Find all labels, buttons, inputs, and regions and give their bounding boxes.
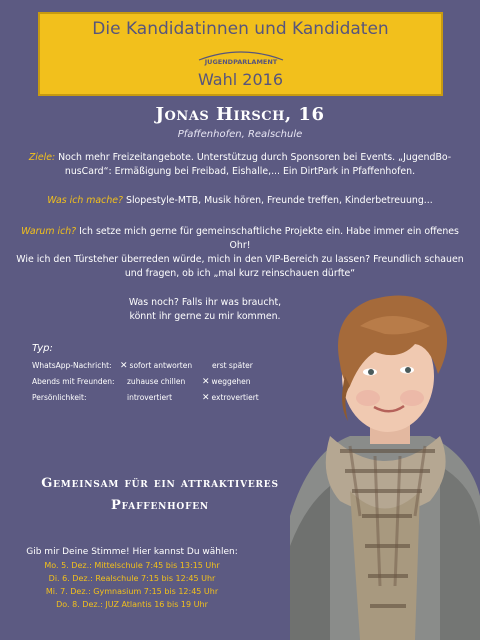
cross-mark-icon: ✕ [120, 361, 128, 371]
slogan-line-1: Gemeinsam für ein attraktiveres [41, 476, 279, 491]
vote-heading: Gib mir Deine Stimme! Hier kannst Du wählen: [26, 547, 238, 557]
typ-row-label: WhatsApp-Nachricht: [32, 361, 112, 370]
warum-section [14, 225, 466, 281]
was-noch-2: könnt ihr gerne zu mir kommen. [129, 311, 281, 322]
ziele-label: Ziele: [28, 152, 56, 163]
typ-option-1: zuhause chillen [127, 377, 186, 386]
vote-date: Di. 6. Dez.: Realschule 7:15 bis 12:45 Uhr [48, 574, 216, 583]
vote-date: Mo. 5. Dez.: Mittelschule 7:45 bis 13:15 Uhr [44, 561, 220, 570]
typ-option-2: ✕ weggehen [202, 377, 251, 387]
warum-text-1: Ich setze mich gerne für gemeinschaftliche Projekte ein. Habe immer ein offenes [79, 226, 459, 237]
typ-row-persoenlichkeit [32, 393, 292, 405]
vote-date: Mi. 7. Dez.: Gymnasium 7:15 bis 12:45 Uhr [45, 587, 219, 596]
ziele-text-1: Noch mehr Freizeitangebote. Unterstützug durch Sponsoren bei Events. „JugendBo- [58, 152, 452, 163]
was-noch-1: Was noch? Falls ihr was braucht, [128, 297, 282, 308]
vip-text-2: und fragen, ob ich „mal kurz reinschauen dürfte“ [124, 268, 356, 279]
header-title: Die Kandidatinnen und Kandidaten [92, 19, 389, 39]
candidate-name: Jonas Hirsch, 16 [155, 104, 325, 125]
vip-text-1: Wie ich den Türsteher überreden würde, mich in den VIP-Bereich zu lassen? Freundlich schauen [16, 254, 464, 265]
typ-row-label: Persönlichkeit: [32, 393, 87, 402]
typ-option-2: erst später [212, 361, 253, 370]
warum-label: Warum ich? [21, 226, 77, 237]
warum-text-2: Ohr! [229, 240, 251, 251]
typ-label: Typ: [32, 343, 53, 354]
logo-text: JUGENDPARLAMENT [204, 58, 277, 66]
was-text: Slopestyle-MTB, Musik hören, Freunde treffen, Kinderbetreuung... [126, 195, 433, 206]
typ-option-1: ✕ sofort antworten [120, 361, 193, 371]
typ-option-2: ✕ extrovertiert [202, 393, 259, 403]
candidate-photo [290, 286, 480, 640]
jugendparlament-logo [195, 46, 287, 68]
typ-row-label: Abends mit Freunden: [32, 377, 115, 386]
header-banner [38, 12, 443, 96]
typ-option-1: introvertiert [127, 393, 173, 402]
slogan-line-2: Pfaffenhofen [111, 498, 209, 513]
cross-mark-icon: ✕ [202, 377, 210, 387]
ziele-text-2: nusCard“: Ermäßigung bei Freibad, Eishalle,... Ein DirtPark in Pfaffenhofen. [64, 166, 416, 177]
ziele-section [14, 151, 466, 179]
typ-row-whatsapp [32, 361, 292, 373]
cross-mark-icon: ✕ [202, 393, 210, 403]
was-section [14, 194, 466, 208]
header-subtitle: Wahl 2016 [198, 70, 283, 89]
was-label: Was ich mache? [47, 195, 124, 206]
vote-date: Do. 8. Dez.: JUZ Atlantis 16 bis 19 Uhr [56, 600, 208, 609]
typ-row-abends [32, 377, 292, 389]
candidate-subtitle: Pfaffenhofen, Realschule [177, 129, 303, 140]
